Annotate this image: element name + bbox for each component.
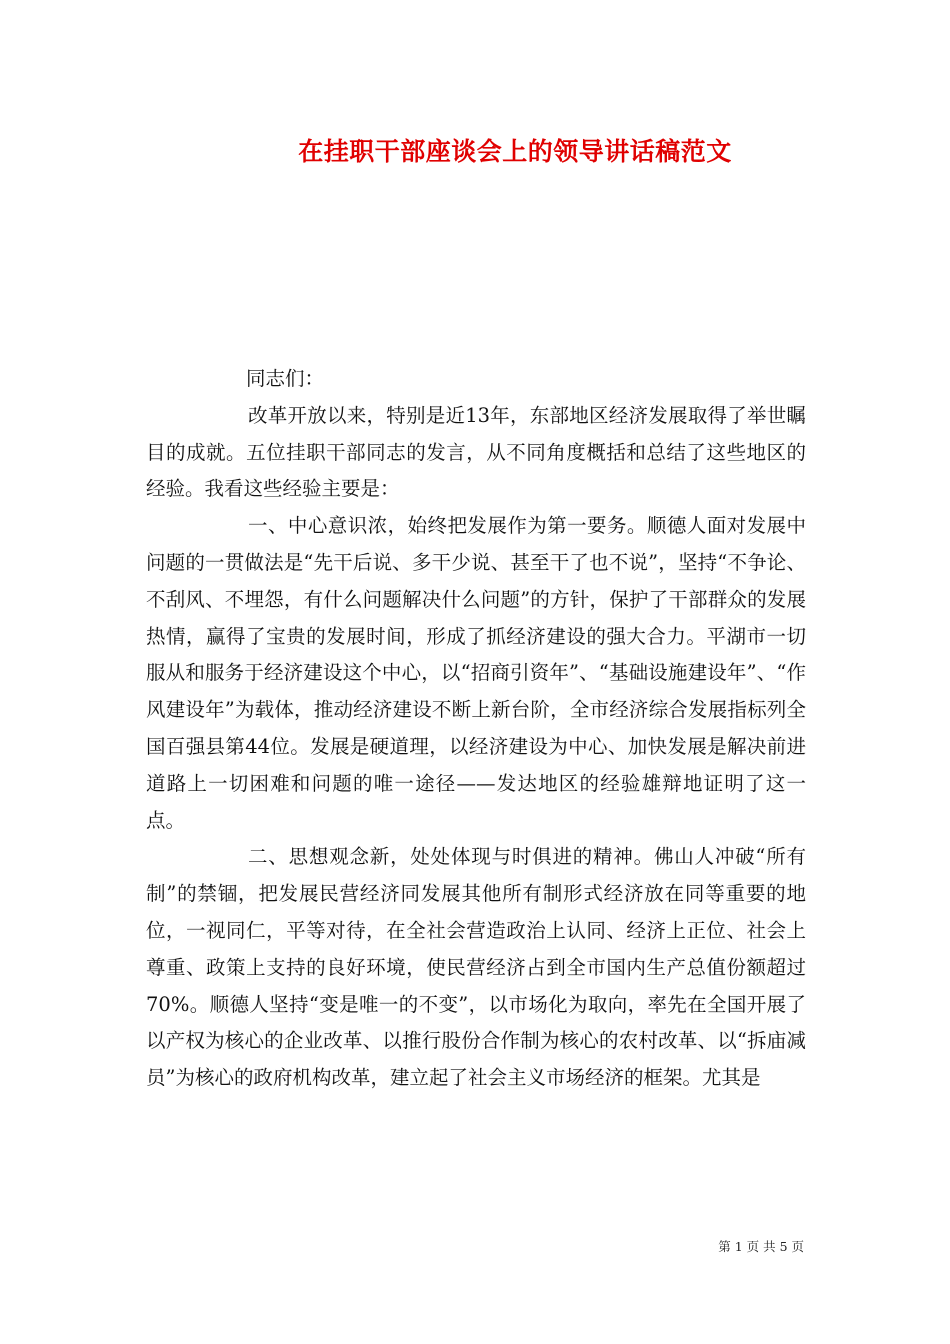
paragraph-one: 一、中心意识浓，始终把发展作为第一要务。顺德人面对发展中问题的一贯做法是“先干后说、多干少说、甚至干了也不说”，坚持“不争论、不刮风、不埋怨，有什么问题解决什么问题”的方针，保护了干部群众的发展热情，赢得了宝贵的发展时间，形成了抓经济建设的强大合力。平湖市一切服从和服务于经济建设这个中心，以“招商引资年”、“基础设施建设年”、“作风建设年”为载体，推动经济建设不断上新台阶，全市经济综合发展指标列全国百强县第44位。发展是硬道理，以经济建设为中心、加快发展是解决前进道路上一切困难和问题的唯一途径——发达地区的经验雄辩地证明了这一点。 xyxy=(146,514,806,832)
document-title: 在挂职干部座谈会上的领导讲话稿范文 xyxy=(298,137,732,166)
document-body xyxy=(146,361,806,1097)
paragraph-two: 二、思想观念新，处处体现与时俱进的精神。佛山人冲破“所有制”的禁锢，把发展民营经济同发展其他所有制形式经济放在同等重要的地位，一视同仁，平等对待，在全社会营造政治上认同、经济上正位、社会上尊重、政策上支持的良好环境，使民营经济占到全市国内生产总值份额超过70%。顺德人坚持“变是唯一的不变”，以市场化为取向，率先在全国开展了以产权为核心的企业改革、以推行股份合作制为核心的农村改革、以“拆庙减员”为核心的政府机构改革，建立起了社会主义市场经济的框架。尤其是 xyxy=(146,845,806,1090)
salutation: 同志们： xyxy=(246,367,325,390)
paragraph-intro: 改革开放以来，特别是近13年，东部地区经济发展取得了举世瞩目的成就。五位挂职干部同志的发言，从不同角度概括和总结了这些地区的经验。我看这些经验主要是： xyxy=(146,403,806,501)
page-number: 第 1 页 共 5 页 xyxy=(718,1239,804,1254)
